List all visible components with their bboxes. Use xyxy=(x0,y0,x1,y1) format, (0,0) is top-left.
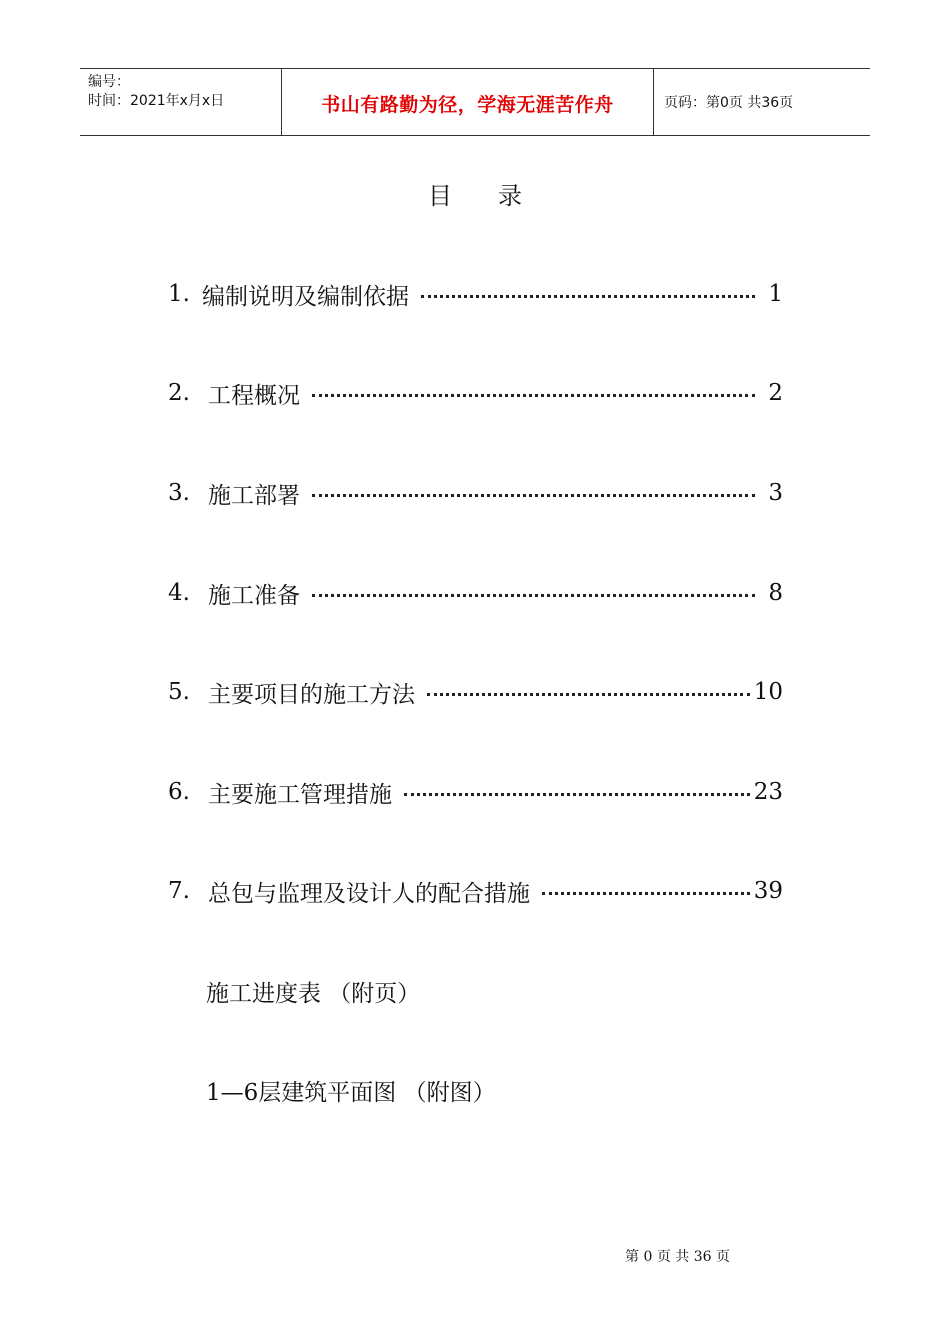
toc-entry-page: 1 xyxy=(768,281,783,307)
toc-title-char-1: 目 xyxy=(428,182,452,210)
header-left-cell xyxy=(80,69,281,135)
toc-entry-page: 8 xyxy=(768,580,783,606)
toc-entry-leader xyxy=(312,494,755,497)
toc-entry-page: 10 xyxy=(753,679,783,705)
toc-entry-number: 4. xyxy=(168,580,190,606)
toc-entry-number: 7. xyxy=(168,878,190,904)
toc-entry[interactable] xyxy=(168,476,783,510)
toc-entry[interactable] xyxy=(168,376,783,410)
toc-entry-page: 39 xyxy=(753,878,783,904)
document-time-label: 时间：2021年x月x日 xyxy=(88,93,225,109)
header-page-info: 页码：第0页 共36页 xyxy=(664,95,794,111)
toc-entry-text: 总包与监理及设计人的配合措施 xyxy=(208,880,530,907)
toc-entry[interactable] xyxy=(168,775,783,809)
header-page-cell xyxy=(654,69,870,135)
document-number-label: 编号： xyxy=(88,74,130,90)
toc-entry-leader xyxy=(421,295,755,298)
toc-entry-number: 6. xyxy=(168,779,190,805)
toc-entry[interactable] xyxy=(168,576,783,610)
toc-entry-leader xyxy=(312,594,755,597)
toc-appendix-schedule[interactable]: 施工进度表 （附页） xyxy=(206,981,421,1007)
toc-title xyxy=(0,176,950,211)
toc-entry[interactable] xyxy=(168,675,783,709)
toc-entry-page: 2 xyxy=(768,380,783,406)
toc-entry-leader xyxy=(312,394,755,397)
toc-entry[interactable] xyxy=(168,277,783,311)
toc-entry-text: 施工部署 xyxy=(208,482,300,509)
toc-appendix-floor-plans[interactable]: 1—6层建筑平面图 （附图） xyxy=(206,1080,496,1106)
toc-entry-number: 1. xyxy=(168,281,190,307)
toc-entry-number: 3. xyxy=(168,480,190,506)
toc-entry-text: 工程概况 xyxy=(208,382,300,409)
header-motto: 书山有路勤为径，学海无涯苦作舟 xyxy=(321,93,614,116)
toc-entry-number: 2. xyxy=(168,380,190,406)
toc-entry-text: 主要项目的施工方法 xyxy=(208,681,415,708)
toc-entry-number: 5. xyxy=(168,679,190,705)
footer-page-number: 第 0 页 共 36 页 xyxy=(625,1249,730,1265)
toc-entry-page: 23 xyxy=(753,779,783,805)
toc-entry[interactable] xyxy=(168,874,783,908)
toc-entry-leader xyxy=(542,892,750,895)
toc-entry-leader xyxy=(427,693,750,696)
header-motto-cell xyxy=(281,69,654,135)
toc-entry-text: 施工准备 xyxy=(208,582,300,609)
toc-entry-page: 3 xyxy=(768,480,783,506)
document-header xyxy=(80,68,870,136)
toc-entry-text: 编制说明及编制依据 xyxy=(202,283,409,310)
toc-entry-text: 主要施工管理措施 xyxy=(208,781,392,808)
page-footer xyxy=(0,1246,950,1266)
toc-title-char-2: 录 xyxy=(498,182,522,210)
toc-entry-leader xyxy=(404,793,750,796)
